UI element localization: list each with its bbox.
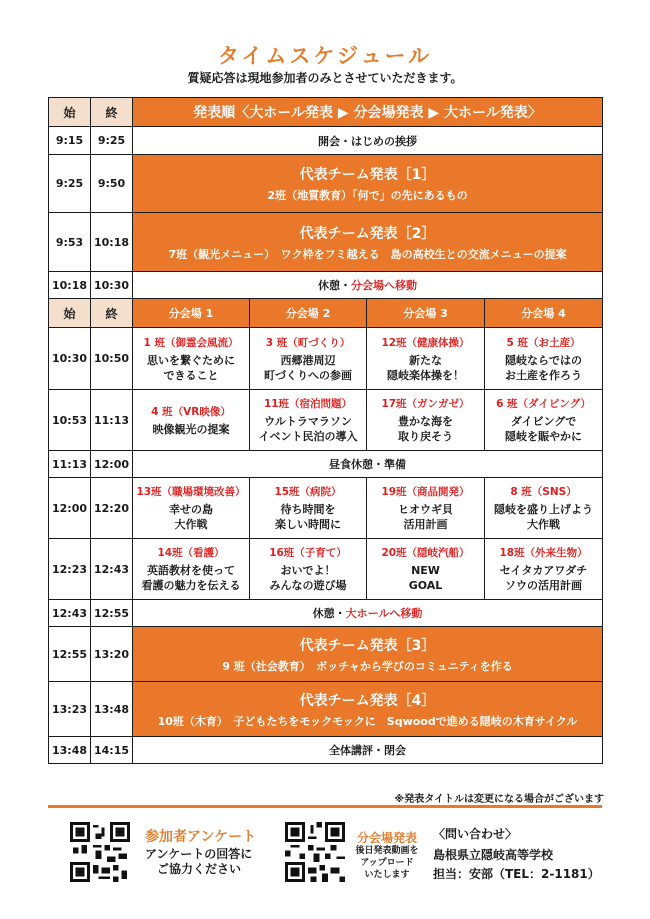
session-title-1: ウルトラマラソン	[264, 415, 352, 428]
event-label: 開会・はじめの挨拶	[133, 127, 603, 155]
venue-label: 分会場 3	[367, 299, 485, 328]
event-label: 昼食休憩・準備	[133, 451, 603, 478]
session-cell	[367, 390, 485, 451]
session-title-1: 映像観光の提案	[152, 422, 230, 436]
survey-qr-code[interactable]	[70, 822, 130, 882]
session-cell	[133, 539, 250, 600]
session-title-1: 幸せの島	[169, 503, 213, 516]
header-order: 発表順〈大ホール発表 ▶ 分会場発表 ▶ 大ホール発表〉	[133, 98, 603, 127]
end-time: 10:18	[91, 213, 133, 272]
contact-title: 〈問い合わせ〉	[433, 827, 518, 841]
session-title-2: 大作戦	[527, 518, 561, 531]
team-label: 19班（商品開発）	[381, 486, 470, 498]
start-time: 13:48	[49, 737, 91, 764]
end-time: 12:00	[91, 451, 133, 478]
presentation-detail: 10班（木育） 子どもたちをモックモックに Sqwoodで進める隠岐の木育サイクル	[157, 714, 578, 728]
plenary-presentation	[133, 155, 603, 213]
start-time: 12:00	[49, 478, 91, 539]
schedule-table	[48, 97, 603, 764]
end-time: 14:15	[91, 737, 133, 764]
presentation-detail: 9 班（社会教育） ボッチャから学びのコミュニティを作る	[222, 659, 513, 673]
video-text-1: 後日発表動画を	[355, 846, 419, 856]
schedule-row	[49, 682, 603, 737]
session-title-1: NEW	[411, 564, 440, 577]
team-label: 20班（隠岐汽船）	[381, 547, 470, 559]
plenary-presentation	[133, 682, 603, 737]
team-label: 6 班（ダイビング）	[496, 398, 591, 410]
start-time: 10:53	[49, 390, 91, 451]
session-cell	[133, 328, 250, 390]
header-start: 始	[49, 98, 91, 127]
session-cell	[250, 328, 367, 390]
team-label: 3 班（町づくり）	[265, 336, 351, 349]
move-label: 分会場へ移動	[351, 279, 418, 292]
session-title-2: 大作戦	[174, 518, 208, 531]
header-end: 終	[91, 98, 133, 127]
session-cell	[485, 328, 603, 390]
page-subtitle: 質疑応答は現地参加者のみとさせていただきます。	[187, 71, 463, 85]
start-time: 10:18	[49, 272, 91, 299]
video-text-2: アップロード	[360, 858, 414, 868]
end-time: 10:30	[91, 272, 133, 299]
session-title-2: 看護の魅力を伝える	[141, 579, 241, 592]
session-title-2: 取り戻そう	[398, 430, 453, 443]
session-cell	[367, 539, 485, 600]
session-title-1: 思いを繋ぐために	[147, 353, 235, 367]
session-row	[49, 328, 603, 390]
plenary-presentation	[133, 213, 603, 272]
session-title-2: 隠岐を賑やかに	[505, 430, 583, 443]
session-title-2: できること	[163, 368, 219, 382]
start-time: 13:23	[49, 682, 91, 737]
event-label	[133, 272, 603, 299]
session-title-1: 豊かな海を	[398, 415, 453, 428]
team-label: 12班（健康体操）	[381, 336, 470, 349]
end-time: 9:25	[91, 127, 133, 155]
session-title-2: 楽しい時間に	[275, 518, 341, 531]
survey-text-1: アンケートの回答に	[145, 847, 253, 861]
disclaimer-note: ※発表タイトルは変更になる場合がございます	[394, 794, 604, 805]
presentation-title: 代表チーム発表［1］	[299, 167, 436, 183]
session-cell	[485, 478, 603, 539]
session-cell	[133, 390, 250, 451]
presentation-title: 代表チーム発表［4］	[299, 692, 436, 709]
video-title: 分会場発表	[356, 831, 417, 845]
event-label	[133, 600, 603, 627]
session-row	[49, 539, 603, 600]
session-title-2: 町づくりへの参画	[264, 368, 352, 382]
schedule-row	[49, 272, 603, 299]
survey-text-2: ご協力ください	[157, 862, 242, 876]
session-cell	[250, 390, 367, 451]
team-label: 16班（子育て）	[269, 547, 347, 559]
team-label: 15班（病院）	[274, 486, 342, 498]
start-time: 9:15	[49, 127, 91, 155]
header-start: 始	[49, 299, 91, 328]
end-time: 12:55	[91, 600, 133, 627]
session-cell	[485, 390, 603, 451]
session-title-2: 隠岐楽体操を！	[387, 368, 464, 382]
team-label: 11班（宿泊問題）	[263, 398, 353, 410]
start-time: 11:13	[49, 451, 91, 478]
session-title-1: ダイビングで	[510, 415, 577, 428]
end-time: 13:48	[91, 682, 133, 737]
session-title-2: みんなの遊び場	[269, 579, 347, 592]
session-cell	[485, 539, 603, 600]
session-title-1: 隠岐を盛り上げよう	[494, 503, 594, 516]
contact-school: 島根県立隠岐高等学校	[433, 848, 554, 862]
schedule-row	[49, 155, 603, 213]
move-label: 大ホールへ移動	[345, 607, 423, 620]
divider	[48, 805, 602, 808]
contact-person: 担当：安部（TEL：2-1181）	[433, 867, 600, 881]
session-title-2: 活用計画	[403, 518, 448, 531]
page-title: タイムスケジュール	[217, 44, 433, 68]
session-cell	[367, 478, 485, 539]
venue-header-row	[49, 299, 603, 328]
schedule-row	[49, 451, 603, 478]
venue-label: 分会場 1	[133, 299, 250, 328]
session-cell	[250, 539, 367, 600]
session-title-1: おいでよ！	[280, 564, 336, 577]
team-label: 18班（外来生物）	[499, 547, 588, 559]
start-time: 9:25	[49, 155, 91, 213]
schedule-header-row	[49, 98, 603, 127]
break-label: 休憩・	[312, 607, 346, 620]
presentation-title: 代表チーム発表［2］	[299, 225, 436, 242]
session-title-1: ヒオウギ貝	[398, 503, 453, 516]
schedule-row	[49, 127, 603, 155]
end-time: 12:43	[91, 539, 133, 600]
schedule-row	[49, 600, 603, 627]
session-title-1: 英語教材を使って	[147, 564, 235, 577]
session-title-1: 隠岐ならではの	[505, 353, 582, 367]
session-title-2: イベント民泊の導入	[258, 430, 358, 443]
team-label: 4 班（VR映像）	[151, 405, 231, 418]
end-time: 9:50	[91, 155, 133, 213]
presentation-detail: 2班（地質教育）「何で」の先にあるもの	[267, 189, 468, 202]
start-time: 12:43	[49, 600, 91, 627]
session-row	[49, 390, 603, 451]
session-row	[49, 478, 603, 539]
plenary-presentation	[133, 627, 603, 682]
header-end: 終	[91, 299, 133, 328]
schedule-row	[49, 737, 603, 764]
presentation-detail: 7班（観光メニュー） ワク枠をフミ越える 島の高校生との交流メニューの提案	[168, 247, 567, 261]
team-label: 14班（看護）	[157, 547, 225, 559]
session-cell	[250, 478, 367, 539]
team-label: 8 班（SNS）	[510, 486, 577, 498]
session-title-1: 西郷港周辺	[280, 353, 336, 367]
start-time: 12:23	[49, 539, 91, 600]
start-time: 9:53	[49, 213, 91, 272]
schedule-row	[49, 627, 603, 682]
session-title-2: GOAL	[408, 579, 443, 592]
session-title-1: セイタカアワダチ	[499, 564, 588, 577]
session-title-2: ソウの活用計画	[505, 579, 583, 592]
start-time: 10:30	[49, 328, 91, 390]
session-cell	[133, 478, 250, 539]
end-time: 13:20	[91, 627, 133, 682]
video-qr-code[interactable]	[285, 822, 345, 882]
team-label: 1 班（御霊会風流）	[143, 336, 239, 349]
end-time: 10:50	[91, 328, 133, 390]
session-title-1: 新たな	[409, 353, 442, 367]
event-label: 全体講評・閉会	[133, 737, 603, 764]
schedule-row	[49, 213, 603, 272]
session-title-1: 待ち時間を	[280, 503, 336, 516]
presentation-title: 代表チーム発表［3］	[299, 637, 436, 654]
survey-title: 参加者アンケート	[145, 829, 257, 845]
video-text-3: いたします	[364, 870, 410, 880]
session-cell	[367, 328, 485, 390]
venue-label: 分会場 2	[250, 299, 367, 328]
venue-label: 分会場 4	[485, 299, 603, 328]
start-time: 12:55	[49, 627, 91, 682]
team-label: 5 班（お土産）	[506, 336, 581, 349]
team-label: 17班（ガンガゼ）	[381, 398, 470, 410]
team-label: 13班（職場環境改善）	[136, 486, 246, 498]
session-title-2: お土産を作ろう	[505, 368, 583, 382]
end-time: 12:20	[91, 478, 133, 539]
end-time: 11:13	[91, 390, 133, 451]
break-label: 休憩・	[318, 279, 352, 292]
